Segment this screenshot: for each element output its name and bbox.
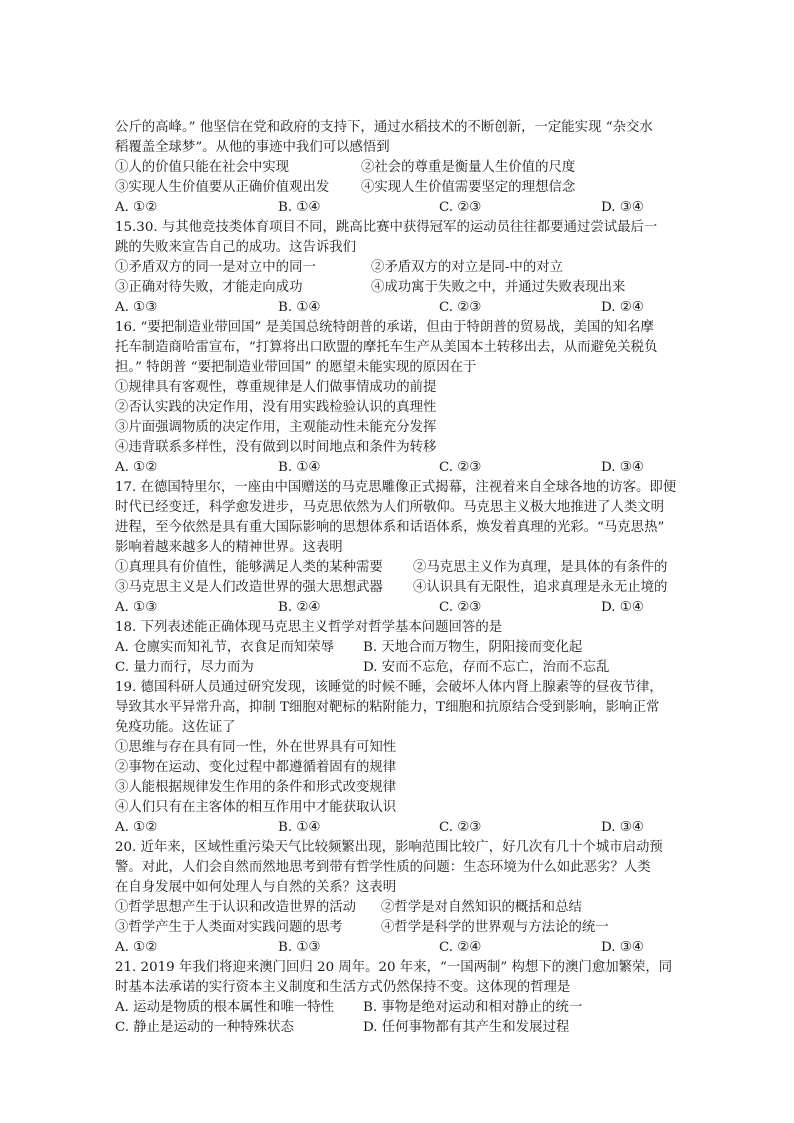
option-d: D. ③④ [601,820,644,835]
statement-item: ④实现人生价值需要坚定的理想信念 [361,180,576,195]
statement-item: ③哲学产生于人类面对实践问题的思考 [115,920,343,935]
option-d: D. ③④ [601,200,644,215]
option-d: D. ③④ [601,460,644,475]
statement-item: ③片面强调物质的决定作用，主观能动性未能充分发挥 [115,420,437,435]
option-d: D. ①④ [601,600,644,615]
option-a: A. ①③ [115,600,158,615]
option-d: D. 安而不忘危，存而不忘亡，治而不忘乱 [363,660,610,675]
question-text-line: 影响着越来越多人的精神世界。这表明 [115,540,343,555]
choice-row [115,1018,675,1038]
option-c: C. ②④ [439,940,482,955]
question-text-line: 21. 2019 年我们将迎来澳门回归 20 周年。20 年来，“一国两制” 构想下的澳门愈加繁荣，同 [115,960,673,975]
question-text-line: 跳的失败来宣告自己的成功。这告诉我们 [115,240,357,255]
statement-item: ③实现人生价值要从正确价值观出发 [115,180,330,195]
statement-item: ②哲学是对自然知识的概括和总结 [381,900,582,915]
option-d: D. 任何事物都有其产生和发展过程 [363,1020,570,1035]
statement-row [115,578,675,598]
option-d: D. ②④ [601,300,644,315]
option-a: A. ①② [115,460,158,475]
option-b: B. ①④ [278,820,321,835]
option-a: A. 仓廪实而知礼节，衣食足而知荣辱 [115,640,335,655]
question-18 [115,618,675,678]
question-text-line: 托车制造商哈雷宣布，“打算将出口欧盟的摩托车生产从美国本土转移出去，从而避免关税负 [115,340,658,355]
option-c: C. ②③ [439,600,482,615]
answer-options [115,598,675,618]
exam-page [115,118,675,1038]
statement-item: ③马克思主义是人们改造世界的强大思想武器 [115,580,383,595]
choice-row [115,638,675,658]
statement-item: ②矛盾双方的对立是同-中的对立 [371,260,563,275]
option-b: B. ②④ [278,600,321,615]
question-text-line: 16. “要把制造业带回国” 是美国总统特朗普的承诺，但由于特朗普的贸易战，美国的知名摩 [115,320,654,335]
statement-item: ①矛盾双方的同一是对立中的同一 [115,260,316,275]
option-a: A. ①② [115,200,158,215]
question-text-line: 19. 德国科研人员通过研究发现，该睡觉的时候不睡，会破坏人体内肾上腺素等的昼夜节律， [115,680,663,695]
question-text-line: 导致其水平异常升高，抑制 T细胞对靶标的粘附能力，T细胞和抗原结合受到影响，影响正常 [115,700,660,715]
question-21 [115,958,675,1038]
question-15 [115,218,675,318]
option-b: B. ①④ [278,300,321,315]
answer-options [115,818,675,838]
option-b: B. ①④ [278,200,321,215]
statement-item: ②马克思主义作为真理，是具体的有条件的 [413,560,668,575]
statement-row [115,278,675,298]
option-c: C. ②③ [439,300,482,315]
answer-options [115,938,675,958]
statement-item: ①思维与存在具有同一性，外在世界具有可知性 [115,740,397,755]
question-14 [115,118,675,218]
option-b: B. 天地合而万物生，阴阳接而变化起 [363,640,583,655]
choice-row [115,658,675,678]
statement-item: ③正确对待失败，才能走向成功 [115,280,303,295]
question-text-line: 免疫功能。这佐证了 [115,720,236,735]
option-c: C. ②③ [439,460,482,475]
statement-row [115,158,675,178]
statement-item: ①真理具有价值性，能够满足人类的某种需要 [115,560,383,575]
question-text-line: 15.30. 与其他竞技类体育项目不同，跳高比赛中获得冠军的运动员往往都要通过尝试最后一 [115,220,658,235]
question-20 [115,838,675,958]
option-b: B. ①④ [278,460,321,475]
question-17 [115,478,675,618]
statement-row [115,918,675,938]
statement-row [115,898,675,918]
question-text-line: 17. 在德国特里尔，一座由中国赠送的马克思雕像正式揭幕，注视着来自全球各地的访客。即便 [115,480,677,495]
option-d: D. ③④ [601,940,644,955]
question-16 [115,318,675,478]
question-text-line: 时代已经变迁，科学愈发进步，马克思依然为人们所敬仰。马克思主义极大地推进了人类文明 [115,500,665,515]
option-b: B. ①③ [278,940,321,955]
statement-item: ②社会的尊重是衡量人生价值的尺度 [361,160,576,175]
statement-item: ④人们只有在主客体的相互作用中才能获取认识 [115,800,397,815]
statement-item: ④违背联系多样性，没有做到以时间地点和条件为转移 [115,440,437,455]
question-text-line: 20. 近年来，区域性重污染天气比较频繁出现，影响范围比较广，好几次有几十个城市启动预 [115,840,663,855]
answer-options [115,298,675,318]
question-text-line: 进程，至今依然是具有重大国际影响的思想体系和话语体系，焕发着真理的光彩。“马克思热” [115,520,665,535]
option-a: A. ①③ [115,300,158,315]
question-text-line: 时基本法承诺的实行资本主义制度和生活方式仍然保持不变。这体现的哲理是 [115,980,571,995]
answer-options [115,198,675,218]
statement-item: ①人的价值只能在社会中实现 [115,160,290,175]
question-19 [115,678,675,838]
option-a: A. 运动是物质的根本属性和唯一特性 [115,1000,335,1015]
statement-item: ②事物在运动、变化过程中都遵循着固有的规律 [115,760,397,775]
question-text-line: 在自身发展中如何处理人与自然的关系？这表明 [115,880,397,895]
statement-item: ④成功寓于失败之中，并通过失败表现出来 [371,280,626,295]
answer-options [115,458,675,478]
question-text-line: 公斤的高峰。” 他坚信在党和政府的支持下，通过水稻技术的不断创新，一定能实现 “杂交水 [115,120,653,135]
option-b: B. 事物是绝对运动和相对静止的统一 [363,1000,583,1015]
option-c: C. 静止是运动的一种特殊状态 [115,1020,294,1035]
option-c: C. 量力而行，尽力而为 [115,660,254,675]
option-c: C. ②③ [439,200,482,215]
choice-row [115,998,675,1018]
statement-item: ③人能根据规律发生作用的条件和形式改变规律 [115,780,397,795]
question-text-line: 稻覆盖全球梦”。从他的事迹中我们可以感悟到 [115,140,390,155]
statement-item: ②否认实践的决定作用，没有用实践检验认识的真理性 [115,400,437,415]
statement-item: ①规律具有客观性，尊重规律是人们做事情成功的前提 [115,380,437,395]
statement-item: ①哲学思想产生于认识和改造世界的活动 [115,900,357,915]
option-a: A. ①② [115,940,158,955]
statement-row [115,178,675,198]
option-a: A. ①② [115,820,158,835]
question-text-line: 担。” 特朗普 “要把制造业带回国” 的愿望未能实现的原因在于 [115,360,477,375]
question-text-line: 警。对此，人们会自然而然地思考到带有哲学性质的问题：生态环境为什么如此恶劣？人类 [115,860,651,875]
question-text-line: 18. 下列表述能正确体现马克思主义哲学对哲学基本问题回答的是 [115,620,503,635]
option-c: C. ②③ [439,820,482,835]
statement-item: ④哲学是科学的世界观与方法论的统一 [381,920,609,935]
statement-row [115,258,675,278]
statement-row [115,558,675,578]
statement-item: ④认识具有无限性，追求真理是永无止境的 [413,580,668,595]
